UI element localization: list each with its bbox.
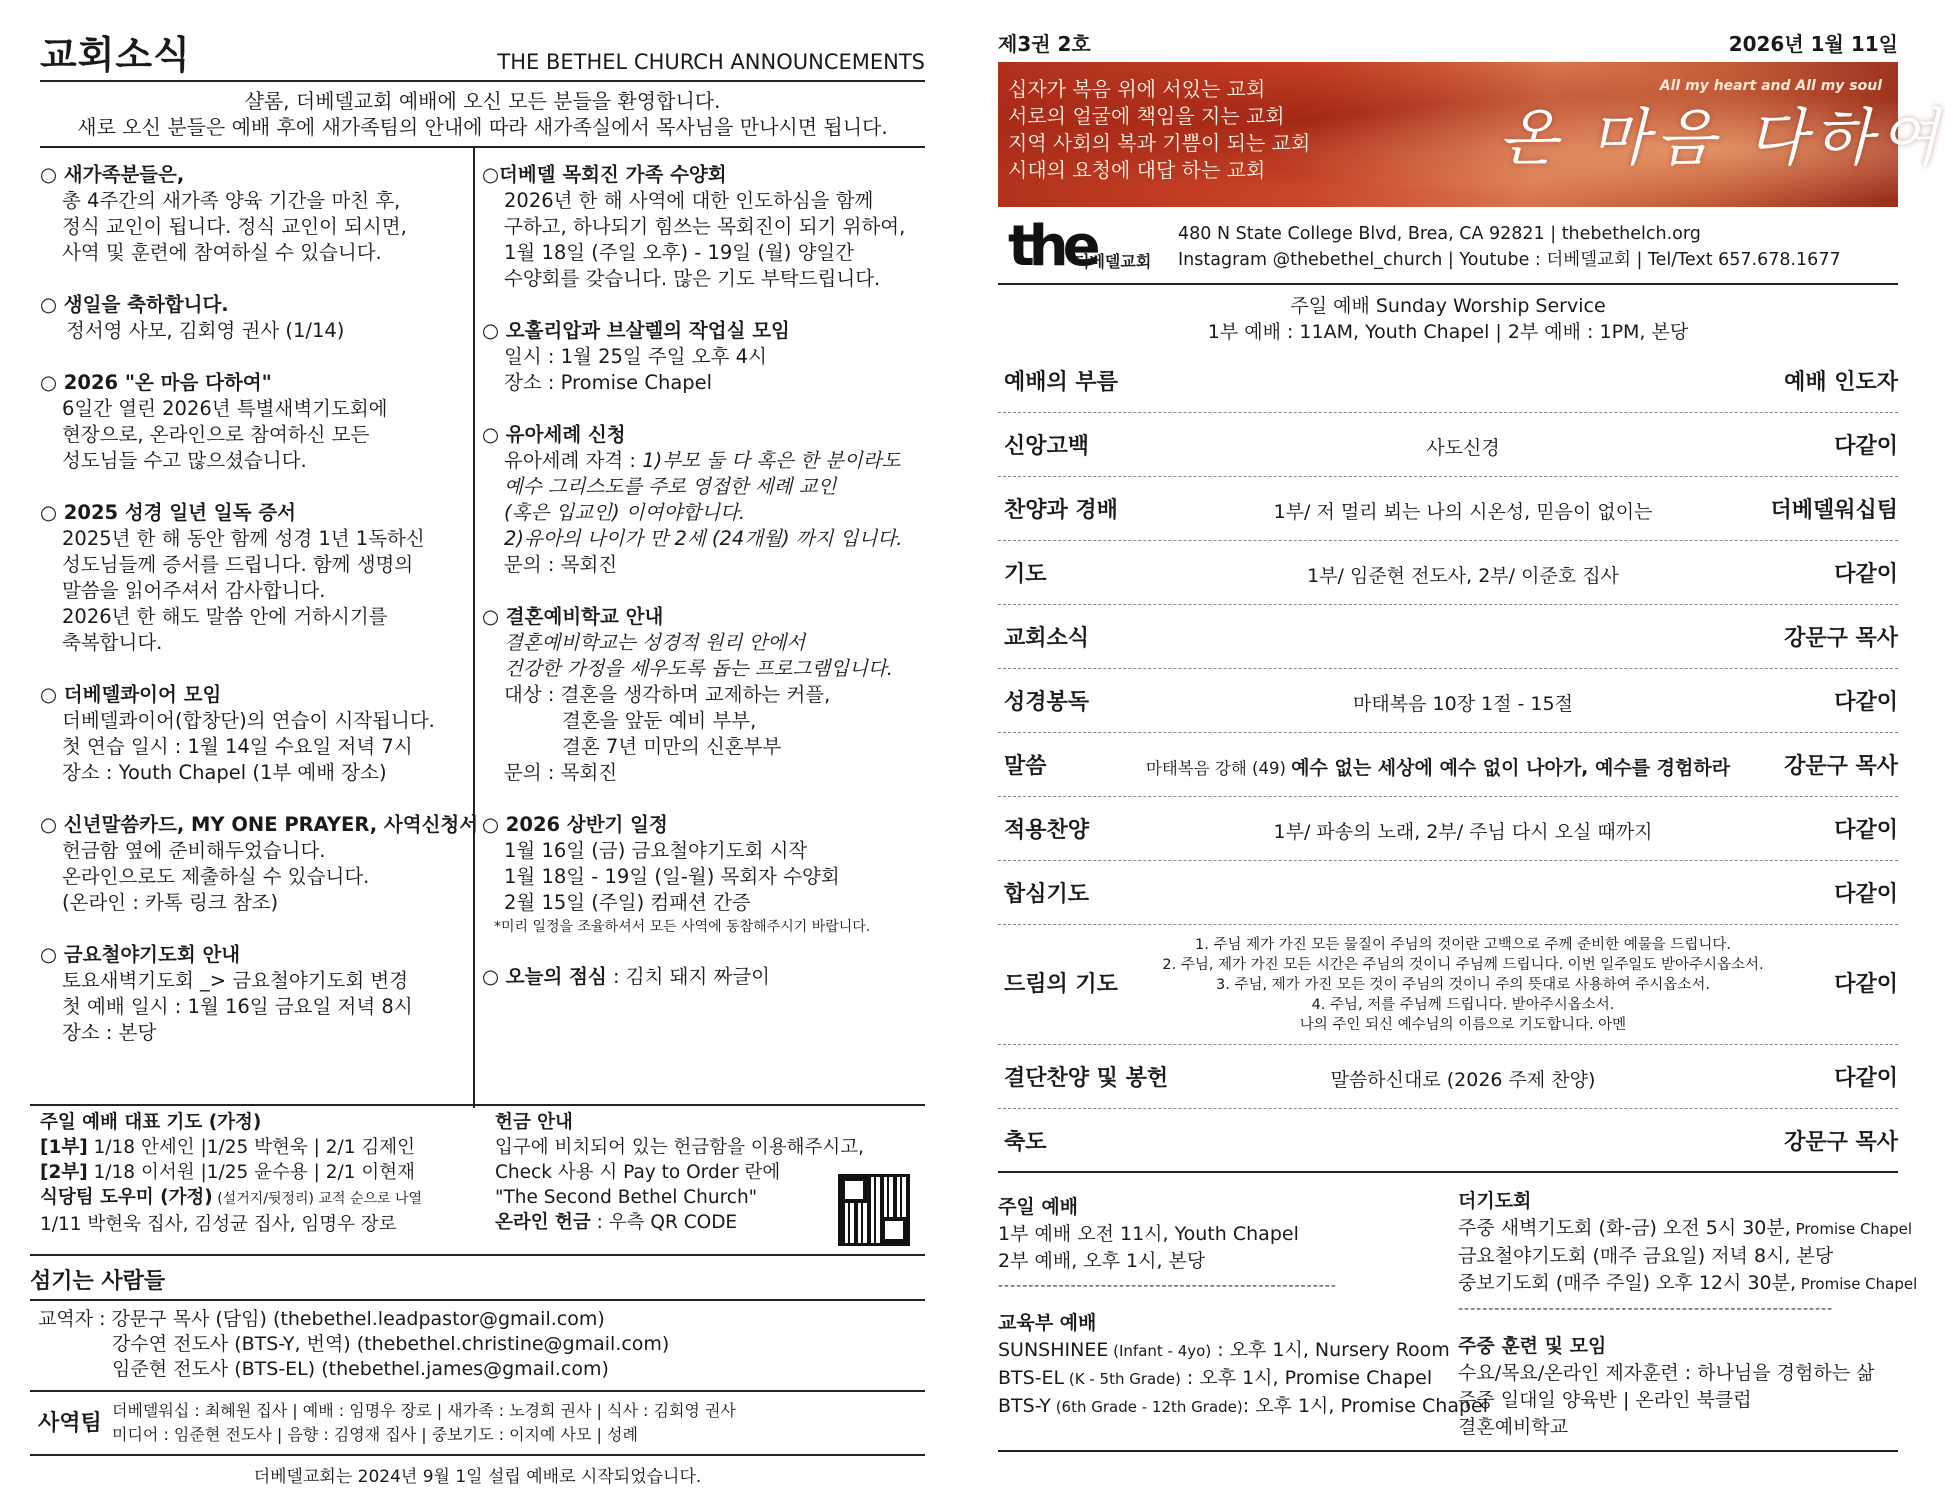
education-name: SUNSHINEE: [998, 1339, 1109, 1361]
worship-line: 2부 예배, 오후 1시, 본당: [998, 1250, 1206, 1272]
announcement-title: ○더베델 목회진 가족 수양회: [482, 163, 727, 186]
section-rule: [30, 1104, 925, 1106]
announcement-friday-prayer: [40, 942, 470, 1046]
announcement-title: ○ 신년말씀카드, MY ONE PRAYER, 사역신청서: [40, 813, 479, 836]
second-service-names: 1/18 이서원 |1/25 윤수용 | 2/1 이현재: [87, 1162, 415, 1183]
announcement-line: 사역 및 훈련에 참여하실 수 있습니다.: [62, 241, 382, 264]
offering-line: 입구에 비치되어 있는 헌금함을 이용해주시고,: [495, 1137, 864, 1158]
announcement-line: 결혼예비학교는 성경적 원리 안에서: [504, 631, 806, 654]
announcement-line: 헌금함 옆에 준비해두었습니다.: [62, 839, 326, 862]
announcement-column-left: [40, 162, 479, 1072]
first-service-label: [1부]: [40, 1137, 88, 1158]
order-leader: 예배 인도자: [1784, 370, 1898, 395]
prayer-meeting-text: 주중 새벽기도회 (화-금) 오전 5시 30분,: [1458, 1217, 1791, 1239]
mission-line: 십자가 복음 위에 서있는 교회: [1008, 77, 1266, 101]
announcement-line: 구하고, 하나되기 힘쓰는 목회진이 되기 위하여,: [504, 215, 906, 238]
order-leader: 다같이: [1834, 972, 1898, 997]
offering-line: "The Second Bethel Church": [495, 1187, 758, 1208]
worship-education-block: [998, 1193, 1489, 1421]
education-detail: : 오후 1시, Promise Chapel: [1242, 1395, 1489, 1417]
sermon-series: 마태복음 강해 (49): [1145, 759, 1292, 778]
announcements-title-en: THE BETHEL CHURCH ANNOUNCEMENTS: [497, 50, 925, 74]
service-times: 1부 예배 : 11AM, Youth Chapel | 2부 예배 : 1PM, 본당: [1207, 321, 1689, 343]
order-leader: 다같이: [1834, 562, 1898, 587]
worship-service-info: [998, 285, 1898, 345]
bulletin-date: 2026년 1월 11일: [1728, 32, 1898, 56]
weekly-schedule: [998, 1190, 1918, 1493]
prayer-meeting-item: [1458, 1270, 1918, 1298]
prayer-second-service: [40, 1160, 500, 1185]
baptism-qualification: [482, 448, 927, 474]
announcement-line: 온라인으로도 제출하실 수 있습니다.: [62, 865, 370, 888]
prayer-meeting-place: Promise Chapel: [1790, 1220, 1913, 1238]
training-line: 주중 일대일 양육반 | 온라인 북클럽: [1458, 1389, 1752, 1411]
first-service-names: 1/18 안세인 |1/25 박현욱 | 2/1 김제인: [87, 1137, 415, 1158]
offering-line: Check 사용 시 Pay to Order 란에: [495, 1162, 781, 1183]
kitchen-note: (설거지/뒷정리) 교적 순으로 나열: [212, 1191, 423, 1207]
church-address-block: [1178, 221, 1841, 273]
announcement-bible-reading: [40, 500, 470, 656]
order-row-sermon: [998, 733, 1898, 797]
announcement-line: 1월 18일 (주일 오후) - 19일 (월) 양일간: [504, 241, 855, 264]
order-leader: 강문구 목사: [1784, 626, 1898, 651]
announcement-line: 정식 교인이 됩니다. 정식 교인이 되시면,: [62, 215, 407, 238]
announcement-line: 성도님들께 증서를 드립니다. 함께 생명의: [62, 553, 414, 576]
kitchen-names: 1/11 박현욱 집사, 김성균 집사, 임명우 장로: [40, 1214, 397, 1235]
staff-member: 강수연 전도사 (BTS-Y, 번역) (thebethel.christine@gmail.com): [112, 1333, 670, 1355]
order-content: 1부/ 임준현 전도사, 2부/ 이준호 집사: [1307, 565, 1619, 587]
mission-line: 시대의 요청에 대답 하는 교회: [1008, 158, 1266, 182]
lunch-line: [482, 964, 927, 990]
bottom-rule: [998, 1450, 1898, 1452]
order-label: 드림의 기도: [1004, 972, 1118, 997]
church-address: 480 N State College Blvd, Brea, CA 92821 | thebethelch.org: [1178, 224, 1701, 244]
offering-prayer-text: [1148, 935, 1778, 1035]
prayer-title: 주일 예배 대표 기도 (가정): [40, 1112, 262, 1133]
announcement-schedule: [482, 812, 927, 938]
church-contact: Instagram @thebethel_church | Youtube : 더베델교회 | Tel/Text 657.678.1677: [1178, 250, 1841, 270]
announcement-line: 건강한 가정을 세우도록 돕는 프로그램입니다.: [504, 657, 893, 680]
mission-line: 서로의 얼굴에 책임을 지는 교회: [1008, 104, 1285, 128]
welcome-message: [40, 82, 925, 146]
qr-code-icon[interactable]: [838, 1174, 910, 1246]
announcement-line: 2월 15일 (주일) 컴패션 간증: [504, 891, 751, 914]
order-label: 찬양과 경배: [1004, 498, 1118, 523]
announcement-columns: [40, 148, 925, 1078]
announcement-title: ○ 생일을 축하합니다.: [40, 293, 229, 316]
announcement-line: 2026년 한 해 사역에 대한 인도하심을 함께: [504, 189, 874, 212]
announcement-birthday: [40, 292, 470, 344]
announcement-line: 정서영 사모, 김회영 권사 (1/14): [66, 319, 345, 342]
order-content: 마태복음 10장 1절 - 15절: [1353, 693, 1573, 715]
announcements-title: 교회소식: [40, 33, 191, 77]
mission-statements: [1008, 76, 1310, 184]
announcement-line: 말씀을 읽어주셔서 감사합니다.: [62, 579, 326, 602]
staff-section: [30, 1254, 925, 1487]
announcement-line: 수양회를 갖습니다. 많은 기도 부탁드립니다.: [504, 267, 881, 290]
announcement-infant-baptism: [482, 422, 927, 578]
prayer-meeting-item: [1458, 1215, 1913, 1243]
announcement-title: ○ 오홀리압과 브살렐의 작업실 모임: [482, 319, 790, 342]
sermon-title: 예수 없는 세상에 예수 없이 나아가, 예수를 경험하라: [1291, 757, 1731, 779]
welcome-line: 샬롬, 더베델교회 예배에 오신 모든 분들을 환영합니다.: [244, 89, 721, 113]
announcement-choir: [40, 682, 470, 786]
announcement-line: 토요새벽기도회 _> 금요철야기도회 변경: [62, 969, 409, 992]
staff-title: 섬기는 사람들: [30, 1264, 925, 1301]
order-row: [998, 861, 1898, 925]
kitchen-label: 식당팀 도우미 (가정): [40, 1187, 213, 1208]
announcement-line: (혹은 입교인) 이여야합니다.: [504, 501, 746, 524]
announcement-line: 장소 : Youth Chapel (1부 예배 장소): [62, 761, 387, 784]
announcement-retreat: [482, 162, 927, 292]
announcement-line: 일시 : 1월 25일 주일 오후 4시: [504, 345, 767, 368]
column-divider: [473, 148, 475, 1108]
prayer-first-service: [40, 1135, 500, 1160]
prayer-meeting-text: 중보기도회 (매주 주일) 오후 12시 30분,: [1458, 1272, 1797, 1294]
order-leader: 다같이: [1834, 818, 1898, 843]
bulletin-header: [998, 22, 1898, 62]
staff-pastor: 교역자 : 강문구 목사 (담임) (thebethel.leadpastor@gmail.com): [38, 1308, 605, 1330]
prayer-meeting-text: 금요철야기도회 (매주 금요일) 저녁 8시, 본당: [1458, 1245, 1834, 1267]
order-label: 기도: [1004, 562, 1047, 587]
announcement-title: ○ 2025 성경 일년 일독 증서: [40, 501, 296, 524]
announcement-new-family: [40, 162, 470, 266]
announcements-header: [40, 22, 925, 80]
announcement-marriage-school: [482, 604, 927, 786]
education-age: (K - 5th Grade): [1064, 1370, 1181, 1388]
offering-prayer-line: 2. 주님, 제가 가진 모든 시간은 주님의 것이니 주님께 드립니다. 이번 일주일도 받아주시옵소서.: [1162, 957, 1764, 973]
sermon-content: [1108, 753, 1768, 780]
offering-prayer-line: 3. 주님, 제가 가진 모든 것이 주님의 것이니 주의 뜻대로 사용하여 주시옵소서.: [1216, 977, 1710, 993]
announcement-contact: 문의 : 목회진: [504, 761, 618, 784]
order-content: 1부/ 저 멀리 뵈는 나의 시온성, 믿음이 없이는: [1273, 501, 1653, 523]
education-name: BTS-EL: [998, 1367, 1065, 1389]
ministry-teams: [30, 1390, 925, 1448]
volume-number: 제3권 2호: [998, 32, 1091, 56]
education-detail: : 오후 1시, Promise Chapel: [1180, 1367, 1433, 1389]
order-label: 합심기도: [1004, 882, 1090, 907]
announcement-title: ○ 2026 "온 마음 다하여": [40, 371, 272, 394]
baptism-condition: 1)부모 둘 다 혹은 한 분이라도: [642, 449, 901, 472]
order-label: 예배의 부름: [1004, 370, 1118, 395]
announcement-line: 결혼을 앞둔 예비 부부,: [562, 709, 757, 732]
order-label: 신앙고백: [1004, 434, 1090, 459]
schedule-note: *미리 일정을 조율하셔서 모든 사역에 동참해주시기 바랍니다.: [494, 919, 871, 935]
announcement-new-year-card: [40, 812, 479, 916]
training-line: 수요/목요/온라인 제자훈련 : 하나님을 경험하는 삶: [1458, 1362, 1875, 1384]
education-item: [998, 1365, 1458, 1393]
prayer-meeting-item: [1458, 1243, 1908, 1270]
education-age: (Infant - 4yo): [1108, 1342, 1212, 1360]
announcement-line: 2025년 한 해 동안 함께 성경 1년 1독하신: [62, 527, 425, 550]
ministry-label: 사역팀: [38, 1411, 102, 1436]
announcement-line: 대상 : 결혼을 생각하며 교제하는 커플,: [504, 683, 831, 706]
order-label: 적용찬양: [1004, 818, 1090, 843]
offering-prayer-line: 나의 주인 되신 예수님의 이름으로 기도합니다. 아멘: [1299, 1017, 1627, 1033]
announcement-line: 6일간 열린 2026년 특별새벽기도회에: [62, 397, 388, 420]
order-label: 말씀: [1004, 754, 1047, 779]
announcement-title: ○ 새가족분들은,: [40, 163, 185, 186]
education-item: [998, 1337, 1458, 1365]
theme-banner: [998, 62, 1945, 207]
announcement-line: 1월 18일 - 19일 (일-월) 목회자 수양회: [504, 865, 840, 888]
announcement-line: 더베델콰이어(합창단)의 연습이 시작됩니다.: [62, 709, 435, 732]
announcement-title: ○ 2026 상반기 일정: [482, 813, 668, 836]
order-row: [998, 797, 1898, 861]
online-offering-value: : 우측 QR CODE: [590, 1212, 738, 1233]
theme-calligraphy: 온 마음 다하여: [1498, 101, 1945, 174]
order-content: 사도신경: [1426, 437, 1500, 459]
education-title: 교육부 예배: [998, 1312, 1097, 1334]
order-label: 교회소식: [1004, 626, 1090, 651]
order-row: [998, 1045, 1898, 1109]
education-item: [998, 1393, 1489, 1421]
church-logo-name: 더베델교회: [1074, 252, 1152, 271]
announcement-contact: 문의 : 목회진: [504, 553, 618, 576]
announcement-line: 첫 예배 일시 : 1월 16일 금요일 저녁 8시: [62, 995, 413, 1018]
staff-member: 임준현 전도사 (BTS-EL) (thebethel.james@gmail.com): [112, 1358, 609, 1380]
education-age: (6th Grade - 12th Grade): [1050, 1398, 1243, 1416]
ministry-line: 미디어 : 임준현 전도사 | 음향 : 김영재 집사 | 중보기도 : 이지예 사모 | 성례: [112, 1425, 638, 1444]
announcement-title: ○ 더베델콰이어 모임: [40, 683, 222, 706]
education-name: BTS-Y: [998, 1395, 1051, 1417]
order-row-offering-prayer: [998, 925, 1898, 1045]
offering-prayer-line: 1. 주님 제가 가진 모든 물질이 주님의 것이란 고백으로 주께 준비한 예물을 드립니다.: [1195, 937, 1731, 953]
order-row: [998, 605, 1898, 669]
section-rule: [30, 1254, 925, 1256]
order-row: [998, 477, 1898, 541]
announcement-line: 2026년 한 해도 말씀 안에 거하시기를: [62, 605, 388, 628]
announcement-special-prayer: [40, 370, 470, 474]
worship-title: 주일 예배: [998, 1196, 1079, 1218]
kitchen-team: [40, 1185, 500, 1212]
announcement-line: 예수 그리스도를 주로 영접한 세례 교인: [504, 475, 837, 498]
announcement-line: 결혼 7년 미만의 신혼부부: [562, 735, 782, 758]
founding-note: 더베델교회는 2024년 9월 1일 설립 예배로 시작되었습니다.: [30, 1454, 925, 1487]
announcements-page: [30, 22, 925, 1487]
announcement-workshop: [482, 318, 927, 396]
online-offering-label: 온라인 헌금: [495, 1212, 591, 1233]
announcement-line: 현장으로, 온라인으로 참여하신 모든: [62, 423, 370, 446]
announcement-line: 첫 연습 일시 : 1월 14일 수요일 저녁 7시: [62, 735, 413, 758]
order-label: 결단찬양 및 봉헌: [1004, 1066, 1169, 1091]
prayer-meetings-title: 더기도회: [1458, 1190, 1532, 1212]
prayer-training-block: [1458, 1187, 1918, 1441]
announcement-title: ○ 결혼예비학교 안내: [482, 605, 664, 628]
mission-line: 지역 사회의 복과 기쁨이 되는 교회: [1008, 131, 1311, 155]
announcement-title: ○ 유아세례 신청: [482, 423, 626, 446]
order-row: [998, 541, 1898, 605]
order-content: 1부/ 파송의 노래, 2부/ 주님 다시 오실 때까지: [1273, 821, 1653, 843]
announcement-lunch: [482, 964, 927, 990]
order-leader: 다같이: [1834, 434, 1898, 459]
order-row: [998, 413, 1898, 477]
ministry-line: 더베델워십 : 최혜원 집사 | 예배 : 임명우 장로 | 새가족 : 노경희 권사 | 식사 : 김회영 권사: [112, 1401, 736, 1420]
order-leader: 강문구 목사: [1784, 754, 1898, 779]
welcome-line: 새로 오신 분들은 예배 후에 새가족팀의 안내에 따라 새가족실에서 목사님을 만나시면 됩니다.: [77, 115, 888, 139]
announcement-line: 총 4주간의 새가족 양육 기간을 마친 후,: [62, 189, 401, 212]
second-service-label: [2부]: [40, 1162, 88, 1183]
announcement-line: 1월 16일 (금) 금요철야기도회 시작: [504, 839, 808, 862]
order-of-worship: [998, 349, 1898, 1173]
baptism-prefix: 유아세례 자격 :: [504, 449, 643, 472]
announcement-title: ○ 금요철야기도회 안내: [40, 943, 241, 966]
prayer-meeting-place: Promise Chapel: [1796, 1275, 1918, 1293]
bulletin-page: [998, 22, 1945, 1472]
theme-english: All my heart and All my soul: [1659, 78, 1882, 94]
order-row: [998, 349, 1898, 413]
worship-line: 1부 예배 오전 11시, Youth Chapel: [998, 1223, 1299, 1245]
order-row: [998, 669, 1898, 733]
announcement-line: 축복합니다.: [62, 631, 163, 654]
announcement-line: (온라인 : 카톡 링크 참조): [62, 891, 279, 914]
order-leader: 더베델워십팀: [1770, 498, 1898, 523]
dashed-divider: --------------------------------------------------------------: [1458, 1301, 1834, 1317]
training-line: 결혼예비학교: [1458, 1416, 1569, 1438]
representative-prayer: [40, 1110, 500, 1237]
order-leader: 다같이: [1834, 1066, 1898, 1091]
order-label: 축도: [1004, 1130, 1047, 1155]
lunch-menu: : 김치 돼지 짜글이: [606, 965, 771, 988]
service-title: 주일 예배 Sunday Worship Service: [1290, 295, 1606, 317]
order-leader: 다같이: [1834, 882, 1898, 907]
announcement-line: 장소 : 본당: [62, 1021, 157, 1044]
church-info: [998, 207, 1898, 285]
offering-prayer-line: 4. 주님, 저를 주님께 드립니다. 받아주시옵소서.: [1311, 997, 1615, 1013]
dashed-divider: --------------------------------------------------------: [998, 1278, 1337, 1294]
announcement-line: 2)유아의 나이가 만 2세 (24개월) 까지 입니다.: [504, 527, 903, 550]
church-logo-icon: the: [1008, 214, 1095, 279]
training-title: 주중 훈련 및 모임: [1458, 1335, 1607, 1357]
announcement-line: 성도님들 수고 많으셨습니다.: [62, 449, 307, 472]
order-label: 성경봉독: [1004, 690, 1090, 715]
lunch-title: ○ 오늘의 점심: [482, 965, 607, 988]
order-row: [998, 1109, 1898, 1173]
order-leader: 다같이: [1834, 690, 1898, 715]
order-leader: 강문구 목사: [1784, 1130, 1898, 1155]
education-detail: : 오후 1시, Nursery Room: [1211, 1339, 1450, 1361]
announcement-line: 장소 : Promise Chapel: [504, 371, 713, 394]
announcement-column-right: [482, 162, 927, 1016]
order-content: 말씀하신대로 (2026 주제 찬양): [1330, 1069, 1596, 1091]
offering-title: 헌금 안내: [495, 1112, 573, 1133]
